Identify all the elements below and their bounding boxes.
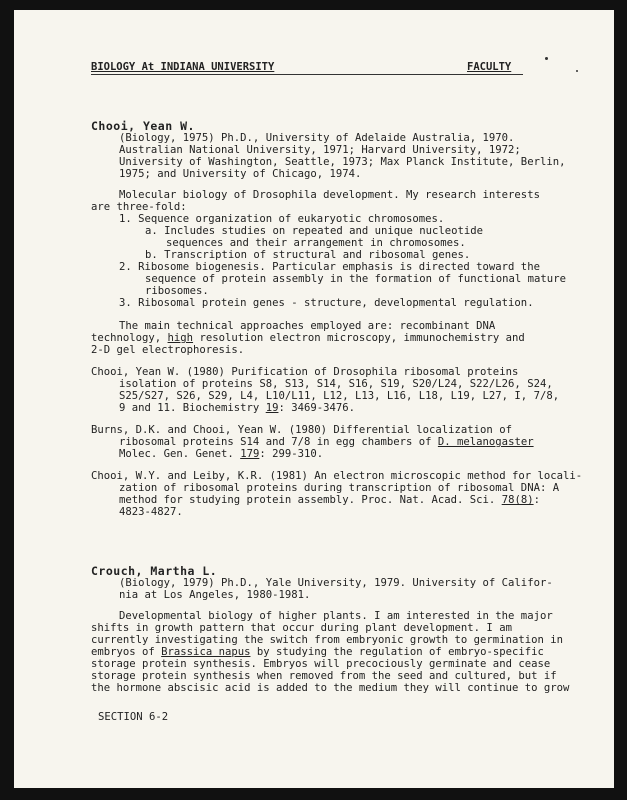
speck: [576, 70, 578, 72]
credentials-line: (Biology, 1979) Ph.D., Yale University, 1979. University of Califor-: [119, 577, 553, 589]
publication: method for studying protein assembly. Proc. Nat. Acad. Sci. 78(8):: [119, 494, 540, 506]
research-paragraph: currently investigating the switch from embryonic growth to germination in: [91, 634, 563, 646]
speck: [545, 57, 548, 60]
list-subitem: a. Includes studies on repeated and unique nucleotide: [145, 225, 484, 237]
list-subitem: b. Transcription of structural and ribosomal genes.: [145, 249, 471, 261]
publication: 4823-4827.: [119, 506, 183, 518]
list-item: ribosomes.: [145, 285, 209, 297]
publication: zation of ribosomal proteins during transcription of ribosomal DNA: A: [119, 482, 560, 494]
document-page: [14, 10, 614, 788]
credentials-line: University of Washington, Seattle, 1973; Max Planck Institute, Berlin,: [119, 156, 566, 168]
research-paragraph: storage protein synthesis. Embryos will precociously germinate and cease: [91, 658, 551, 670]
credentials-line: nia at Los Angeles, 1980-1981.: [119, 589, 311, 601]
running-header-left: BIOLOGY At INDIANA UNIVERSITY: [91, 61, 275, 73]
list-subitem: sequences and their arrangement in chromosomes.: [166, 237, 466, 249]
list-item: sequence of protein assembly in the formation of functional mature: [145, 273, 566, 285]
approaches-paragraph: The main technical approaches employed are: recombinant DNA: [119, 320, 496, 332]
research-paragraph: storage protein synthesis when removed from the seed and cultured, but if: [91, 670, 557, 682]
list-item: 3. Ribosomal protein genes - structure, developmental regulation.: [119, 297, 534, 309]
approaches-paragraph: technology, high resolution electron microscopy, immunochemistry and: [91, 332, 525, 344]
research-paragraph: Developmental biology of higher plants. I am interested in the major: [119, 610, 553, 622]
list-item: 1. Sequence organization of eukaryotic chromosomes.: [119, 213, 445, 225]
credentials-line: Australian National University, 1971; Harvard University, 1972;: [119, 144, 521, 156]
publication: Chooi, W.Y. and Leiby, K.R. (1981) An electron microscopic method for locali-: [91, 470, 583, 482]
credentials-line: 1975; and University of Chicago, 1974.: [119, 168, 362, 180]
credentials-line: (Biology, 1975) Ph.D., University of Adelaide Australia, 1970.: [119, 132, 515, 144]
research-paragraph: Molecular biology of Drosophila development. My research interests: [119, 189, 540, 201]
faculty-name: Crouch, Martha L.: [91, 564, 218, 578]
publication: isolation of proteins S8, S13, S14, S16, S19, S20/L24, S22/L26, S24,: [119, 378, 553, 390]
faculty-name: Chooi, Yean W.: [91, 119, 195, 133]
section-footer: SECTION 6-2: [98, 711, 169, 723]
running-header-right: FACULTY: [467, 61, 512, 73]
header-rule: [91, 74, 523, 75]
research-paragraph: shifts in growth pattern that occur during plant development. I am: [91, 622, 512, 634]
research-paragraph: embryos of Brassica napus by studying the regulation of embryo-specific: [91, 646, 544, 658]
approaches-paragraph: 2-D gel electrophoresis.: [91, 344, 245, 356]
research-paragraph: are three-fold:: [91, 201, 187, 213]
publication: Molec. Gen. Genet. 179: 299-310.: [119, 448, 324, 460]
publication: 9 and 11. Biochemistry 19: 3469-3476.: [119, 402, 356, 414]
publication: S25/S27, S26, S29, L4, L10/L11, L12, L13, L16, L18, L19, L27, I, 7/8,: [119, 390, 560, 402]
list-item: 2. Ribosome biogenesis. Particular emphasis is directed toward the: [119, 261, 540, 273]
research-paragraph: the hormone abscisic acid is added to the medium they will continue to grow: [91, 682, 570, 694]
publication: ribosomal proteins S14 and 7/8 in egg chambers of D. melanogaster: [119, 436, 534, 448]
publication: Burns, D.K. and Chooi, Yean W. (1980) Differential localization of: [91, 424, 512, 436]
publication: Chooi, Yean W. (1980) Purification of Drosophila ribosomal proteins: [91, 366, 519, 378]
